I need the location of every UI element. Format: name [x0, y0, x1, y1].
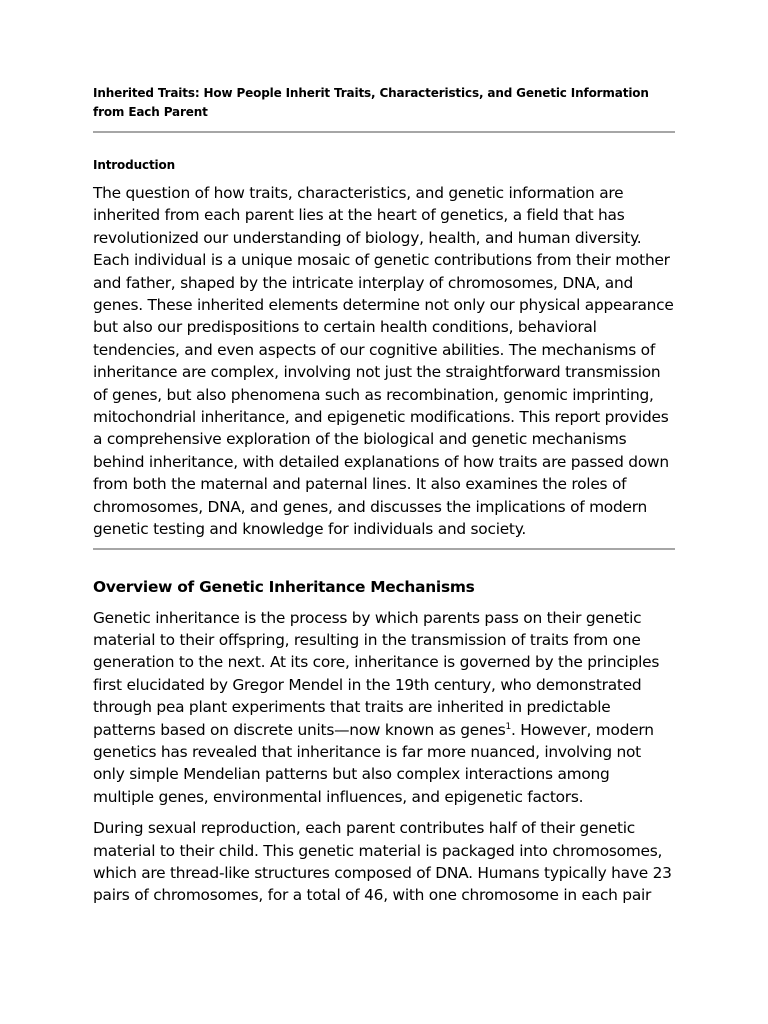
document-page [93, 84, 675, 907]
footnote-reference[interactable]: 1 [505, 721, 512, 732]
overview-paragraph-1-start: Genetic inheritance is the process by which parents pass on their genetic material to their offspring, resulting in the transmission of traits from one generation to the next. At its core, inheritance is governed by the principles first elucidated by Gregor Mendel in the 19th century, who demonstrated through pea plant experiments that traits are inherited in predictable patterns based on discrete units—now known as genes [93, 608, 660, 739]
overview-paragraph-1 [93, 607, 675, 809]
section-divider [93, 548, 675, 550]
overview-heading: Overview of Genetic Inheritance Mechanisms [93, 577, 475, 596]
document-title: Inherited Traits: How People Inherit Traits, Characteristics, and Genetic Information from Each Parent [93, 86, 649, 119]
introduction-paragraph: The question of how traits, characteristics, and genetic information are inherited from each parent lies at the heart of genetics, a field that has revolutionized our understanding of biology, health, and human diversity. Each individual is a unique mosaic of genetic contributions from their mother and father, shaped by the intricate interplay of chromosomes, DNA, and genes. These inherited elements determine not only our physical appearance but also our predispositions to certain health conditions, behavioral tendencies, and even aspects of our cognitive abilities. The mechanisms of inheritance are complex, involving not just the straightforward transmission of genes, but also phenomena such as recombination, genomic imprinting, mitochondrial inheritance, and epigenetic modifications. This report provides a comprehensive exploration of the biological and genetic mechanisms behind inheritance, with detailed explanations of how traits are passed down from both the maternal and paternal lines. It also examines the roles of chromosomes, DNA, and genes, and discusses the implications of modern genetic testing and knowledge for individuals and society. [93, 184, 674, 539]
overview-paragraph-2: During sexual reproduction, each parent contributes half of their genetic material to their child. This genetic material is packaged into chromosomes, which are thread-like structures composed of DNA. Humans typically have 23 pairs of chromosomes, for a total of 46, with one chromosome in each pair [93, 819, 672, 905]
introduction-label: Introduction [93, 158, 175, 172]
overview-paragraph-1-end: . However, modern genetics has revealed that inheritance is far more nuanced, involving not only simple Mendelian patterns but also complex interactions among multiple genes, environmental influences, and epigenetic factors. [93, 720, 654, 806]
title-divider [93, 131, 675, 133]
